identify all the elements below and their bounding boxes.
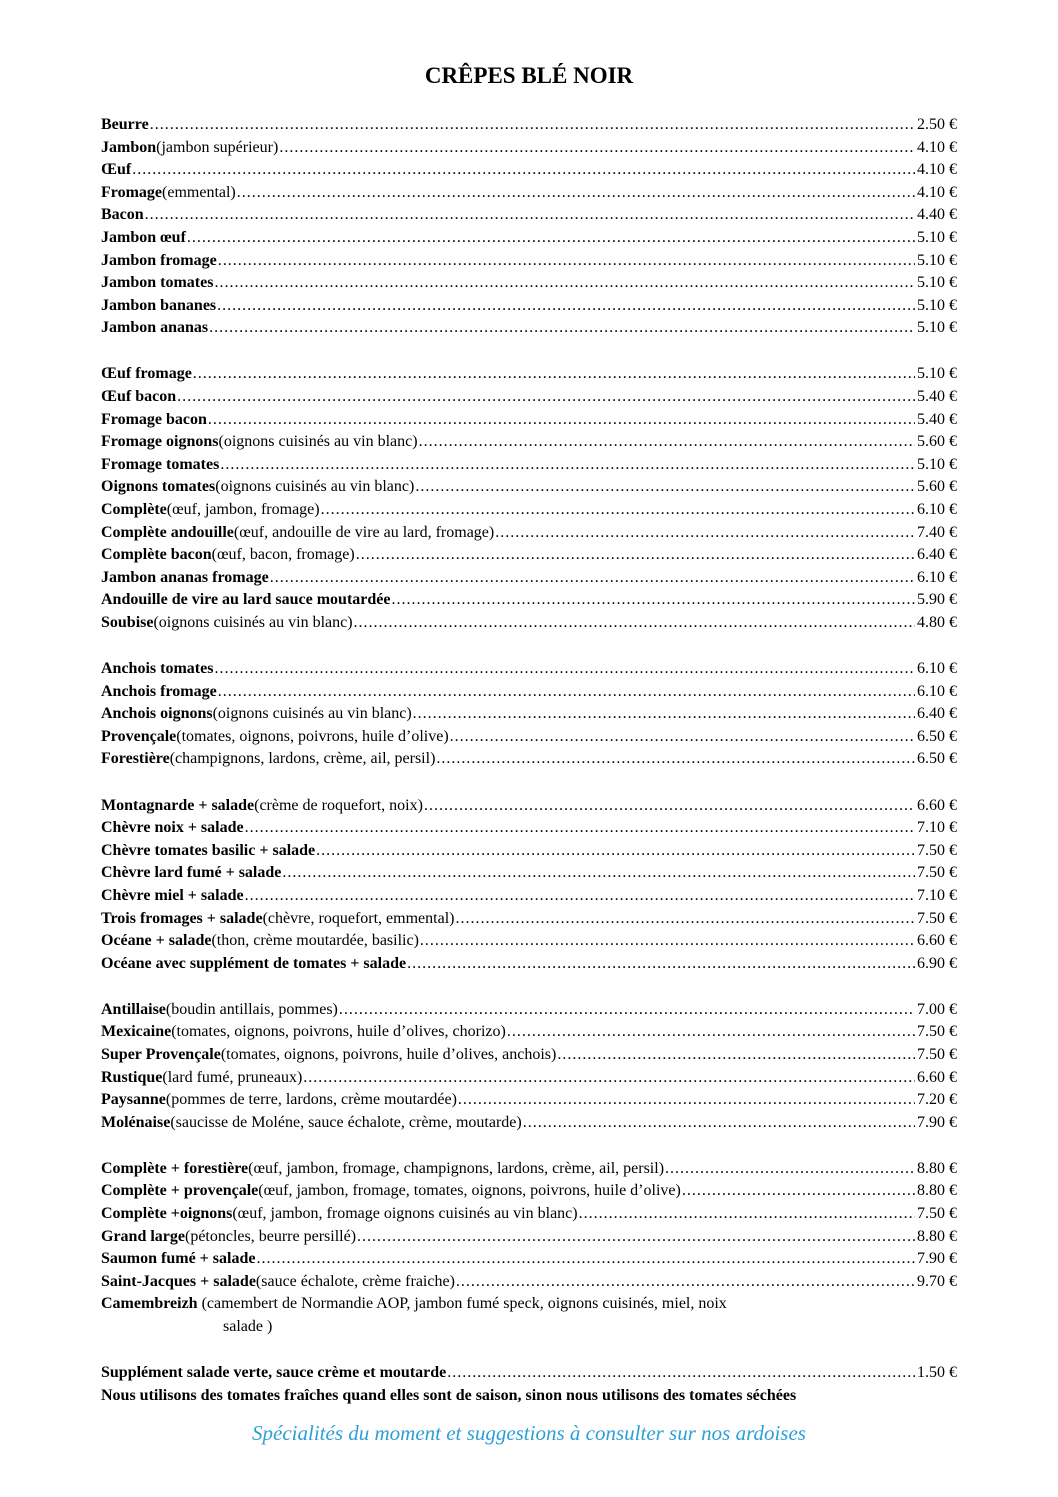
leader-dots (415, 476, 915, 499)
item-price: 5.40 € (917, 388, 957, 406)
leader-dots (316, 840, 915, 863)
item-price: 5.60 € (917, 433, 957, 451)
page-title: CRÊPES BLÉ NOIR (424, 63, 634, 88)
item-name: Saumon fumé + salade (101, 1250, 256, 1268)
item-name: Fromage oignons (101, 433, 219, 451)
leader-dots (447, 1362, 915, 1385)
item-price: 7.50 € (917, 1023, 957, 1041)
item-price: 5.10 € (917, 228, 957, 246)
item-name: Chèvre lard fumé + salade (101, 864, 282, 882)
item-description: (oignons cuisinés au vin blanc) (153, 613, 353, 631)
menu-item (101, 703, 957, 726)
item-price: 5.10 € (917, 365, 957, 383)
specials-footer: Spécialités du moment et suggestions à consulter sur nos ardoises (252, 1421, 806, 1445)
menu-item (101, 476, 957, 499)
leader-dots (193, 363, 915, 386)
item-price: 8.80 € (917, 1159, 957, 1177)
menu-item (101, 999, 957, 1022)
leader-dots (209, 317, 915, 340)
item-price: 5.10 € (917, 455, 957, 473)
item-description: (pétoncles, beurre persillé) (185, 1227, 357, 1245)
menu-item-camembreizh (101, 1293, 957, 1338)
item-price: 6.10 € (917, 660, 957, 678)
leader-dots (237, 182, 915, 205)
leader-dots (391, 589, 915, 612)
menu-group-salades (101, 795, 957, 976)
item-name: Provençale (101, 727, 177, 745)
item-price: 7.00 € (917, 1000, 957, 1018)
item-price: 7.50 € (917, 1045, 957, 1063)
leader-dots (303, 1067, 915, 1090)
menu-item (101, 159, 957, 182)
menu-item (101, 1203, 957, 1226)
supplement-item (101, 1362, 957, 1385)
item-name: Oignons tomates (101, 478, 216, 496)
leader-dots (282, 862, 915, 885)
item-name: Fromage tomates (101, 455, 220, 473)
item-description: (pommes de terre, lardons, crème moutardée) (165, 1091, 457, 1109)
item-description: (tomates, oignons, poivrons, huile d’olives, anchois) (220, 1045, 557, 1063)
leader-dots (413, 703, 915, 726)
menu-item (101, 250, 957, 273)
menu-item (101, 885, 957, 908)
menu-item (101, 908, 957, 931)
menu-item (101, 1067, 957, 1090)
tomato-note: Nous utilisons des tomates fraîches quand elles sont de saison, sinon nous utilisons des tomates séchées (101, 1386, 797, 1404)
menu-item (101, 658, 957, 681)
item-description: (œuf, jambon, fromage oignons cuisinés au vin blanc) (232, 1205, 578, 1223)
leader-dots (420, 930, 915, 953)
leader-dots (218, 681, 915, 704)
menu-item (101, 726, 957, 749)
item-name: Grand large (101, 1227, 185, 1245)
item-price: 5.10 € (917, 296, 957, 314)
item-price: 6.60 € (917, 796, 957, 814)
item-name: Forestière (101, 750, 170, 768)
leader-dots (507, 1021, 915, 1044)
menu-group-specialites (101, 999, 957, 1135)
item-price: 7.10 € (917, 886, 957, 904)
item-price: 8.80 € (917, 1227, 957, 1245)
item-name: Mexicaine (101, 1023, 172, 1041)
item-name: Bacon (101, 206, 144, 224)
menu-item (101, 114, 957, 137)
item-description: (chèvre, roquefort, emmental) (262, 909, 455, 927)
item-price: 6.60 € (917, 932, 957, 950)
menu-item (101, 363, 957, 386)
item-description: (jambon supérieur) (156, 138, 279, 156)
leader-dots (458, 1089, 915, 1112)
item-price: 7.50 € (917, 1205, 957, 1223)
leader-dots (579, 1203, 915, 1226)
menu-item (101, 1044, 957, 1067)
item-name: Complète + forestière (101, 1159, 249, 1177)
menu-item (101, 1021, 957, 1044)
item-name: Paysanne (101, 1091, 166, 1109)
item-name: Chèvre tomates basilic + salade (101, 841, 316, 859)
menu-item (101, 272, 957, 295)
item-price: 4.40 € (917, 206, 957, 224)
item-name: Jambon ananas fromage (101, 568, 269, 586)
item-price: 4.80 € (917, 613, 957, 631)
item-name: Molénaise (101, 1113, 171, 1131)
leader-dots (339, 999, 915, 1022)
item-price: 2.50 € (917, 116, 957, 133)
menu-item (101, 930, 957, 953)
item-description: (œuf, jambon, fromage, tomates, oignons, poivrons, huile d’olive) (258, 1182, 681, 1200)
menu-item (101, 182, 957, 205)
menu-item (101, 1248, 957, 1271)
leader-dots (557, 1044, 915, 1067)
menu-item (101, 1271, 957, 1294)
item-name: Complète + provençale (101, 1182, 259, 1200)
leader-dots (245, 817, 915, 840)
menu-item (101, 204, 957, 227)
menu-item (101, 567, 957, 590)
item-description: (œuf, jambon, fromage) (166, 501, 320, 518)
menu-item (101, 862, 957, 885)
item-name: Jambon œuf (101, 228, 186, 246)
leader-dots (321, 499, 915, 522)
item-name: Chèvre miel + salade (101, 886, 244, 904)
leader-dots (407, 953, 915, 976)
item-name: Océane + salade (101, 932, 212, 950)
item-name: Complète +oignons (101, 1205, 233, 1223)
item-description-continued: salade ) (223, 1318, 273, 1335)
item-price: 5.10 € (917, 274, 957, 292)
menu-group-premium (101, 1158, 957, 1339)
leader-dots (220, 454, 915, 477)
menu-item (101, 544, 957, 567)
item-price: 7.90 € (917, 1113, 957, 1131)
item-name: Œuf fromage (101, 365, 192, 383)
leader-dots (256, 1248, 915, 1271)
item-description: (oignons cuisinés au vin blanc) (218, 433, 418, 451)
item-price: 7.90 € (917, 1250, 957, 1268)
leader-dots (270, 567, 915, 590)
item-name: Jambon (101, 138, 157, 156)
item-name: Chèvre noix + salade (101, 819, 244, 837)
leader-dots (177, 386, 915, 409)
item-description: (oignons cuisinés au vin blanc) (212, 705, 412, 723)
item-name: Soubise (101, 613, 154, 631)
leader-dots (217, 295, 915, 318)
item-description: (sauce échalote, crème fraiche) (255, 1272, 455, 1290)
leader-dots (665, 1158, 915, 1181)
leader-dots (187, 227, 915, 250)
menu-item (101, 1112, 957, 1135)
leader-dots (150, 114, 915, 137)
item-price: 7.20 € (917, 1091, 957, 1109)
menu-item (101, 317, 957, 340)
menu-item (101, 681, 957, 704)
menu-item (101, 431, 957, 454)
menu-item (101, 295, 957, 318)
leader-dots (495, 522, 915, 545)
item-price: 4.10 € (917, 183, 957, 201)
item-description: (œuf, jambon, fromage, champignons, lardons, crème, ail, persil) (248, 1159, 665, 1177)
menu-group-combos (101, 363, 957, 634)
menu-item (101, 227, 957, 250)
item-description: (tomates, oignons, poivrons, huile d’olives, chorizo) (171, 1023, 506, 1041)
menu-item (101, 748, 957, 771)
menu-item (101, 840, 957, 863)
menu-item (101, 499, 957, 522)
leader-dots (354, 612, 915, 635)
leader-dots (245, 885, 915, 908)
item-description: (œuf, andouille de vire au lard, fromage) (233, 523, 495, 541)
item-price: 7.50 € (917, 909, 957, 927)
item-price: 4.10 € (917, 138, 957, 156)
item-name: Anchois oignons (101, 705, 213, 723)
menu-group-anchois (101, 658, 957, 771)
item-description: (champignons, lardons, crème, ail, persil) (169, 750, 436, 768)
item-name: Super Provençale (101, 1045, 221, 1063)
item-price: 5.40 € (917, 410, 957, 428)
leader-dots (279, 137, 915, 160)
item-description: (lard fumé, pruneaux) (162, 1068, 303, 1086)
item-name: Œuf bacon (101, 388, 177, 406)
leader-dots (214, 658, 915, 681)
leader-dots (357, 1226, 915, 1249)
menu-item (101, 1180, 957, 1203)
item-price: 6.90 € (917, 954, 957, 972)
item-description: (saucisse de Moléne, sauce échalote, crème, moutarde) (170, 1113, 522, 1131)
item-price: 6.10 € (917, 682, 957, 700)
leader-dots (214, 272, 915, 295)
item-name: Complète andouille (101, 523, 234, 541)
menu-item (101, 953, 957, 976)
menu-item (101, 795, 957, 818)
item-price: 6.40 € (917, 546, 957, 564)
menu-group-basic (101, 114, 957, 340)
leader-dots (436, 748, 915, 771)
item-name: Fromage (101, 183, 163, 201)
menu-item (101, 409, 957, 432)
menu-item (101, 612, 957, 635)
leader-dots (455, 908, 915, 931)
item-name: Supplément salade verte, sauce crème et moutarde (101, 1364, 447, 1382)
item-price: 6.10 € (917, 501, 957, 518)
menu-notes (101, 1362, 957, 1407)
leader-dots (419, 431, 915, 454)
item-price: 7.50 € (917, 841, 957, 859)
item-name: Complète (101, 501, 167, 518)
item-name: Trois fromages + salade (101, 909, 263, 927)
item-name: Montagnarde + salade (101, 796, 255, 814)
leader-dots (145, 204, 915, 227)
item-price: 8.80 € (917, 1182, 957, 1200)
item-description: (oignons cuisinés au vin blanc) (215, 478, 415, 496)
leader-dots (682, 1180, 915, 1203)
leader-dots (218, 250, 915, 273)
item-name: Anchois fromage (101, 682, 217, 700)
item-name: Anchois tomates (101, 660, 214, 678)
menu-item (101, 1158, 957, 1181)
item-name: Jambon fromage (101, 251, 217, 269)
item-name: Jambon ananas (101, 319, 209, 337)
item-name: Andouille de vire au lard sauce moutardée (101, 591, 391, 609)
item-name: Rustique (101, 1068, 163, 1086)
item-name: Antillaise (101, 1000, 166, 1018)
item-price: 1.50 € (917, 1364, 957, 1382)
item-description: (boudin antillais, pommes) (165, 1000, 338, 1018)
item-price: 6.60 € (917, 1068, 957, 1086)
menu-item (101, 137, 957, 160)
item-price: 5.10 € (917, 319, 957, 337)
item-description: (crème de roquefort, noix) (254, 796, 423, 814)
leader-dots (356, 544, 915, 567)
item-price: 5.90 € (917, 591, 957, 609)
leader-dots (424, 795, 915, 818)
leader-dots (456, 1271, 915, 1294)
menu-item (101, 1089, 957, 1112)
leader-dots (450, 726, 915, 749)
item-description: (camembert de Normandie AOP, jambon fumé speck, oignons cuisinés, miel, noix (197, 1295, 727, 1313)
menu-item (101, 522, 957, 545)
item-price: 6.40 € (917, 705, 957, 723)
item-price: 4.10 € (917, 161, 957, 179)
item-price: 9.70 € (917, 1272, 957, 1290)
item-description: (tomates, oignons, poivrons, huile d’olive) (176, 727, 449, 745)
item-price: 7.40 € (917, 523, 957, 541)
item-name: Œuf (101, 161, 132, 179)
menu-list (101, 114, 957, 1407)
menu-item (101, 589, 957, 612)
menu-item (101, 386, 957, 409)
item-price: 6.50 € (917, 750, 957, 768)
item-name: Complète bacon (101, 546, 212, 564)
menu-item (101, 454, 957, 477)
item-price: 5.60 € (917, 478, 957, 496)
item-name: Fromage bacon (101, 410, 207, 428)
menu-item (101, 1226, 957, 1249)
item-name: Beurre (101, 116, 149, 133)
item-description: (œuf, bacon, fromage) (211, 546, 355, 564)
item-name: Jambon tomates (101, 274, 214, 292)
item-price: 7.10 € (917, 819, 957, 837)
item-description: (thon, crème moutardée, basilic) (211, 932, 419, 950)
item-name: Camembreizh (101, 1295, 198, 1313)
item-price: 7.50 € (917, 864, 957, 882)
item-price: 6.50 € (917, 727, 957, 745)
item-name: Jambon bananes (101, 296, 217, 314)
leader-dots (523, 1112, 915, 1135)
leader-dots (208, 409, 915, 432)
menu-item (101, 817, 957, 840)
item-description: (emmental) (162, 183, 236, 201)
item-price: 5.10 € (917, 251, 957, 269)
leader-dots (132, 159, 915, 182)
item-price: 6.10 € (917, 568, 957, 586)
item-name: Océane avec supplément de tomates + salade (101, 954, 407, 972)
item-name: Saint-Jacques + salade (101, 1272, 256, 1290)
